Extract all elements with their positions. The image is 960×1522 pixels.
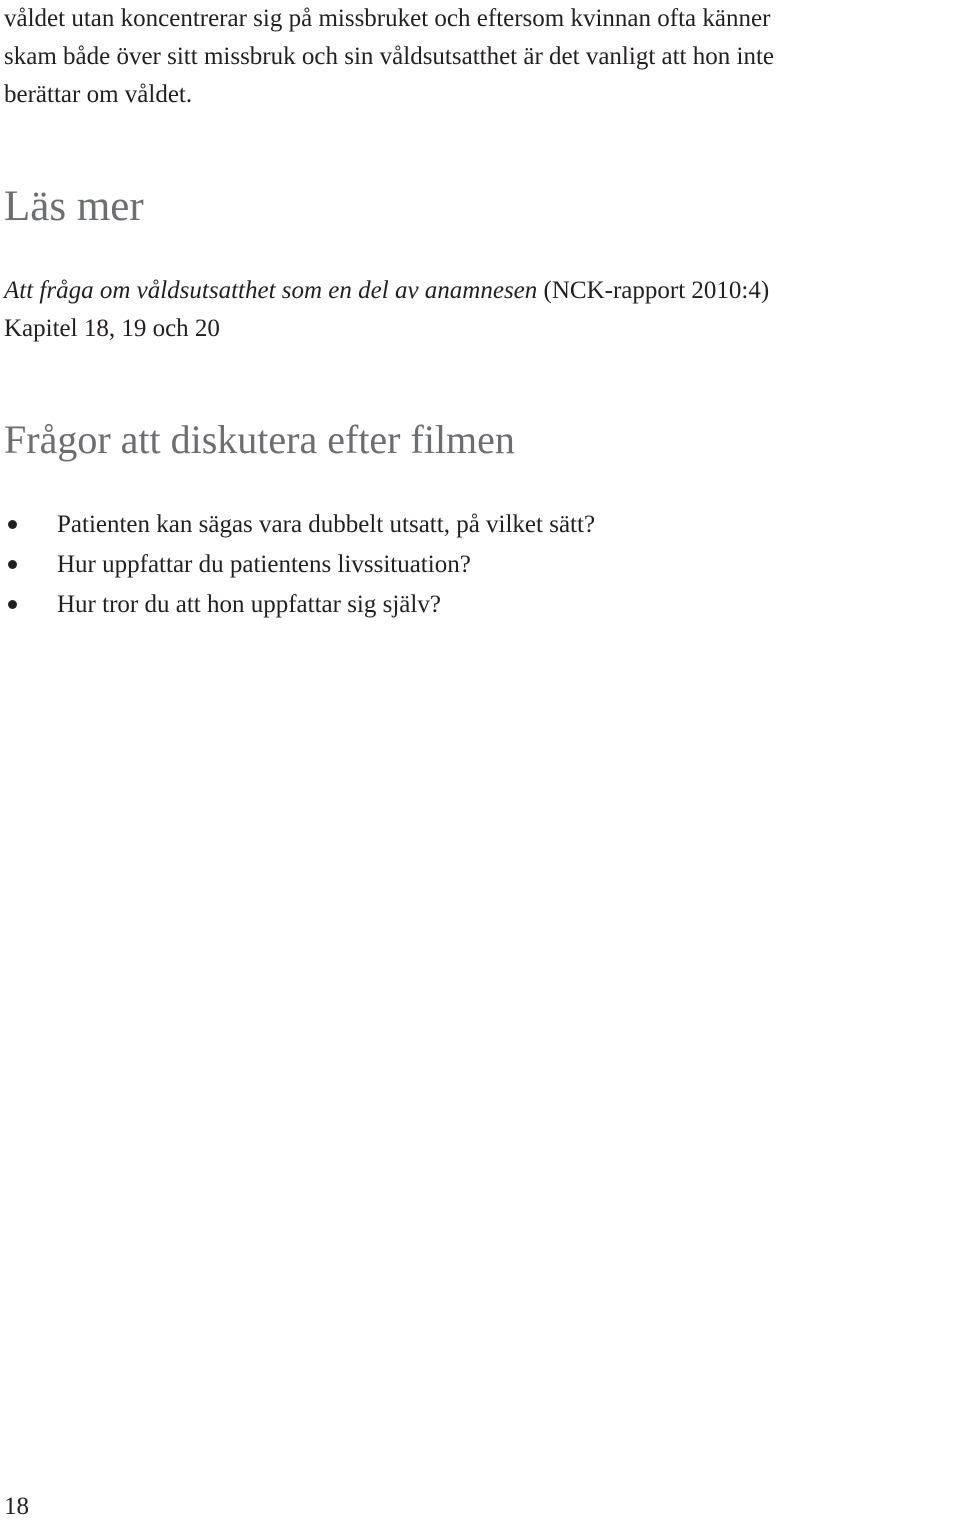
reference-title: Att fråga om våldsutsatthet som en del av anamnesen — [4, 277, 538, 304]
reference-source: (NCK-rapport 2010:4) — [537, 277, 770, 304]
page-number: 18 — [4, 1493, 29, 1520]
questions-heading: Frågor att diskutera efter filmen — [4, 417, 515, 462]
list-item — [0, 585, 595, 625]
question-text: Hur tror du att hon uppfattar sig själv? — [57, 591, 441, 618]
questions-list — [0, 505, 595, 625]
bullet-icon — [8, 600, 17, 609]
read-more-heading: Läs mer — [4, 183, 144, 230]
question-text: Patienten kan sägas vara dubbelt utsatt, på vilket sätt? — [57, 511, 596, 538]
list-item — [0, 505, 595, 545]
list-item — [0, 545, 595, 585]
intro-line: våldet utan koncentrerar sig på missbruket och eftersom kvinnan ofta känner — [4, 5, 771, 32]
intro-line: berättar om våldet. — [4, 81, 193, 108]
bullet-icon — [8, 520, 17, 529]
question-text: Hur uppfattar du patientens livssituation? — [57, 551, 471, 578]
reference-line — [4, 272, 769, 310]
reference-paragraph — [4, 272, 769, 348]
bullet-icon — [8, 560, 17, 569]
intro-paragraph — [4, 0, 954, 114]
reference-chapters: Kapitel 18, 19 och 20 — [4, 315, 220, 342]
intro-line: skam både över sitt missbruk och sin våldsutsatthet är det vanligt att hon inte — [4, 43, 774, 70]
